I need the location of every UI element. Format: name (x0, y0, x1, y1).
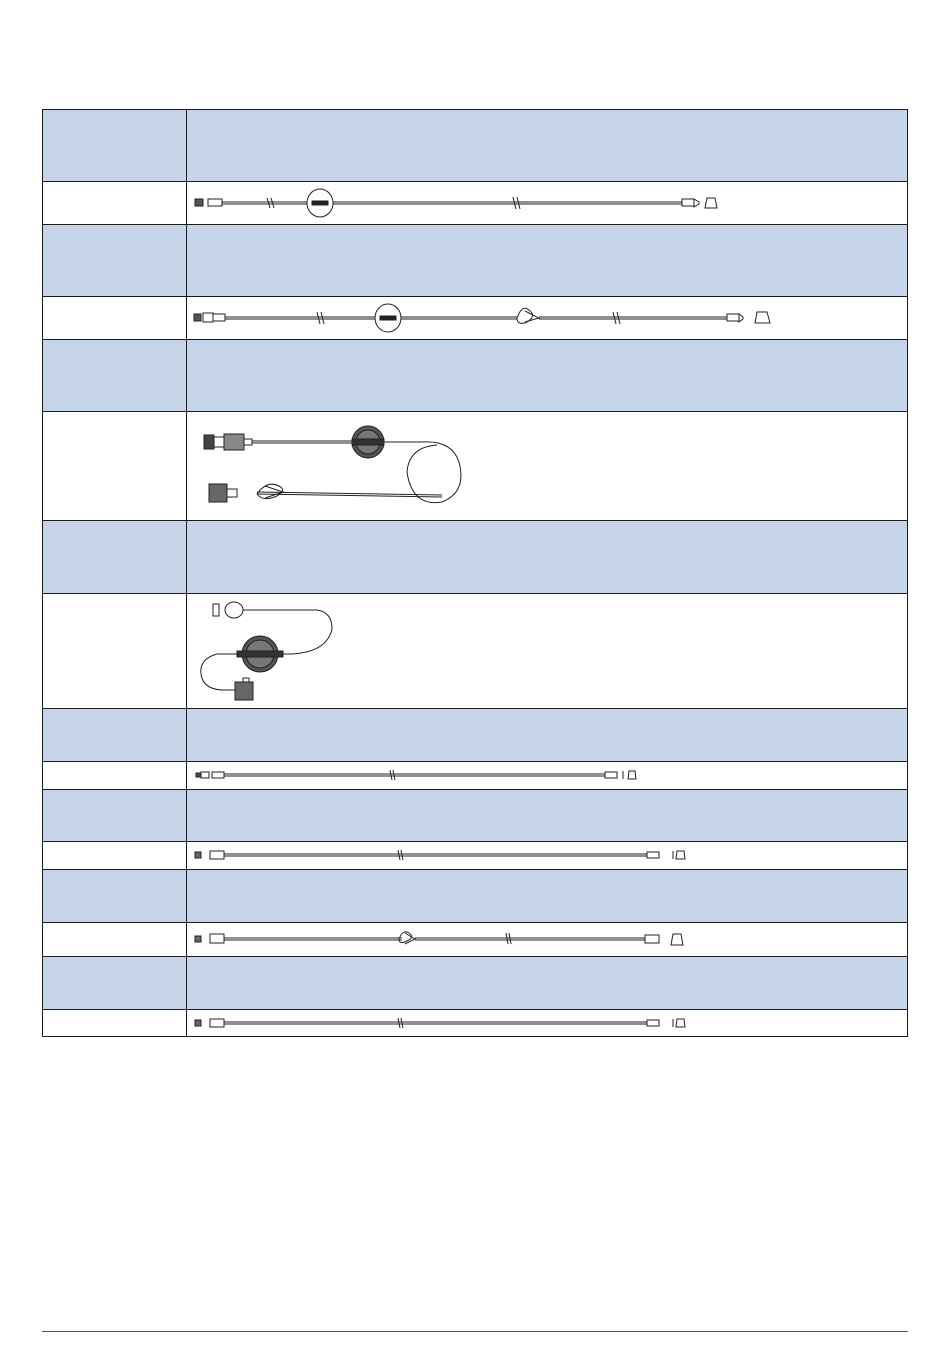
header-label-cell (42, 790, 187, 841)
image-drawing-cell (187, 594, 908, 708)
table-image-row (42, 594, 908, 708)
table-image-row (42, 297, 908, 339)
table-header-row (42, 521, 908, 593)
header-description-cell (187, 225, 908, 296)
table-header-row (42, 790, 908, 841)
image-label-cell (42, 762, 187, 789)
image-label-cell (42, 842, 187, 869)
image-drawing-cell (187, 762, 908, 789)
header-label-cell (42, 521, 187, 593)
coiled-set-with-large-filter-drawing (187, 594, 908, 708)
table-header-row (42, 225, 908, 296)
extension-line-plain-drawing (187, 1010, 908, 1037)
table-image-row (42, 923, 908, 956)
table-header-row (42, 340, 908, 411)
table-image-row (42, 182, 908, 224)
table-header-row (42, 109, 908, 181)
header-label-cell (42, 109, 187, 181)
header-label-cell (42, 225, 187, 296)
image-label-cell (42, 297, 187, 339)
image-label-cell (42, 594, 187, 708)
header-description-cell (187, 790, 908, 841)
table-header-row (42, 870, 908, 922)
table-header-row (42, 709, 908, 761)
image-label-cell (42, 923, 187, 956)
extension-line-with-clamp-drawing (187, 923, 908, 956)
image-label-cell (42, 412, 187, 520)
coiled-set-with-large-filter-and-clamp-drawing (187, 412, 908, 520)
footer-divider (42, 1331, 908, 1332)
image-label-cell (42, 1010, 187, 1037)
header-description-cell (187, 870, 908, 922)
header-label-cell (42, 340, 187, 411)
image-drawing-cell (187, 412, 908, 520)
image-drawing-cell (187, 842, 908, 869)
header-description-cell (187, 340, 908, 411)
table-image-row (42, 412, 908, 520)
header-description-cell (187, 109, 908, 181)
image-drawing-cell (187, 923, 908, 956)
image-drawing-cell (187, 297, 908, 339)
image-label-cell (42, 182, 187, 224)
header-label-cell (42, 957, 187, 1009)
header-description-cell (187, 957, 908, 1009)
image-drawing-cell (187, 182, 908, 224)
header-description-cell (187, 521, 908, 593)
image-drawing-cell (187, 1010, 908, 1037)
long-extension-line-drawing (187, 762, 908, 789)
table-image-row (42, 1010, 908, 1037)
extension-set-with-filter-and-clamp-drawing (187, 297, 908, 339)
header-label-cell (42, 709, 187, 761)
extension-set-with-filter-drawing (187, 182, 908, 224)
table-image-row (42, 842, 908, 869)
long-extension-line-with-cap-drawing (187, 842, 908, 869)
product-table (42, 109, 908, 1037)
header-label-cell (42, 870, 187, 922)
header-description-cell (187, 709, 908, 761)
table-image-row (42, 762, 908, 789)
table-header-row (42, 957, 908, 1009)
